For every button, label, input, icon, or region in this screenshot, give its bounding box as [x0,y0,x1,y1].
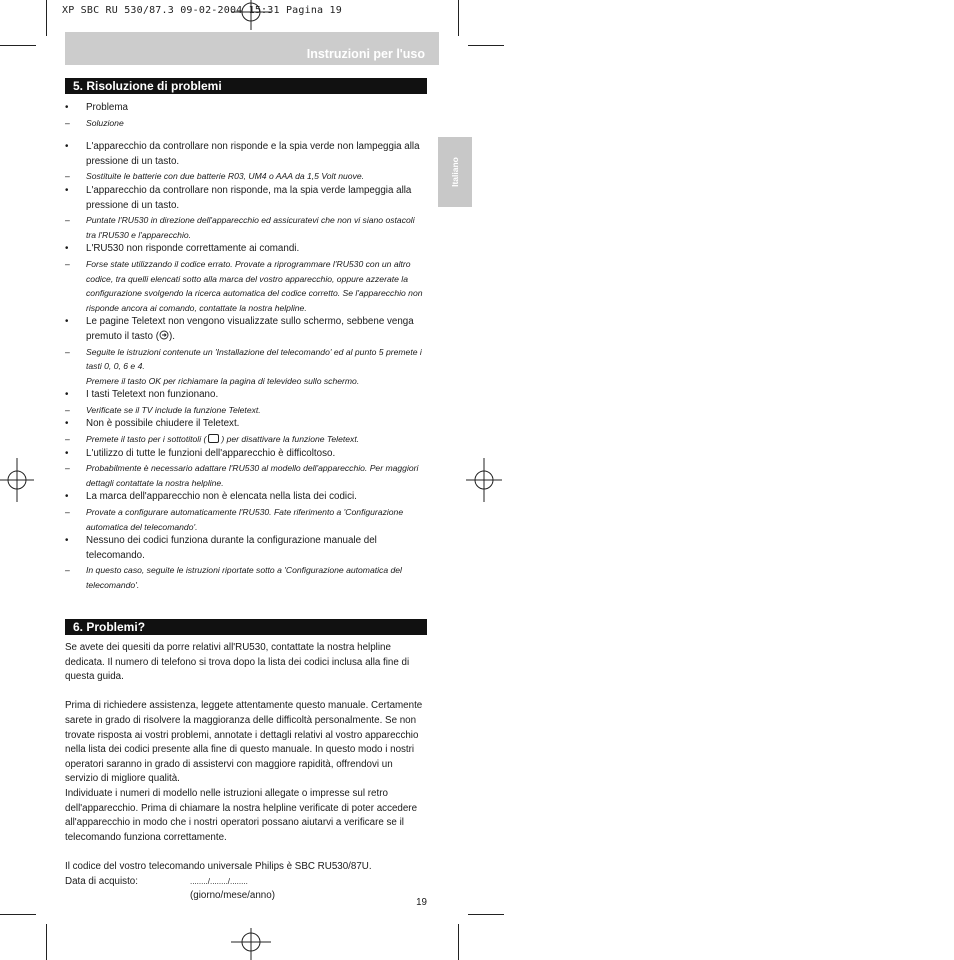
registration-mark-icon [0,458,34,502]
problem-text-end: ). [168,330,175,342]
dash-mark: – [65,171,70,182]
crop-mark [0,914,36,915]
solution-item [65,563,427,592]
paragraph: Il codice del vostro telecomando universale Philips è SBC RU530/87U. [65,860,372,872]
solution-text: Puntate l'RU530 in direzione dell'apparecchio ed assicuratevi che non vi siano ostacoli tra l'RU530 e l'apparecchio. [86,215,415,240]
language-tab-label: Italiano [450,157,460,187]
legend-problem [65,101,427,116]
solution-text: Provate a configurare automaticamente l'RU530. Fate riferimento a 'Configurazione automatica del telecomando'. [86,507,404,532]
problem-item [65,315,427,344]
registration-mark-icon [231,0,271,30]
paragraph: Prima di richiedere assistenza, leggete attentamente questo manuale. Certamente sarete in grado di risolvere la maggioranza delle difficoltà personalmente. Se non trovate risposta ai vostri problemi, annotate i dettagli relativi al vostro apparecchio nella lista dei codici presente alla fine di questo manuale. In questo modo i nostri operatori saranno in grado di assistervi con maggiore rapidità, offrendovi un servizio di migliore qualità. [65,700,423,785]
problem-text: Non è possibile chiudere il Teletext. [86,418,240,430]
teletext-key-icon [159,330,169,340]
page-header-bar [65,32,439,65]
purchase-date-row [65,875,427,890]
dash-mark: – [65,258,70,269]
bullet-mark: • [65,418,69,430]
bullet-mark: • [65,389,69,401]
dash-mark: – [65,404,70,415]
solution-item [65,505,427,534]
solution-item [65,461,427,490]
dash-mark: – [65,346,70,357]
solution-text-extra: Premere il tasto OK per richiamare la pagina di televideo sullo schermo. [86,375,360,386]
solution-item [65,403,427,418]
solution-item [65,432,427,447]
problem-text: L'utilizzo di tutte le funzioni dell'apparecchio è difficoltoso. [86,447,336,459]
problem-item [65,388,427,403]
solution-item [65,257,427,315]
crop-mark [46,0,47,36]
problem-text: La marca dell'apparecchio non è elencata nella lista dei codici. [86,491,357,503]
registration-mark-icon [466,458,502,502]
solution-text: Seguite le istruzioni contenute un 'Installazione del telecomando' ed al punto 5 premete i tasti 0, 0, 6 e 4. [86,346,422,372]
problem-text: I tasti Teletext non funzionano. [86,389,219,401]
solution-text: Premete il tasto per i sottotitoli ( [86,434,207,445]
page-header-title: Instruzioni per l'uso [306,47,425,61]
print-slug-line: XP SBC RU 530/87.3 09-02-2004 15:31 Pagina 19 [62,5,342,16]
purchase-date-blank: ......../......../........ [190,876,248,886]
crop-mark [46,924,47,960]
bullet-mark: • [65,184,69,196]
solution-text-end: ) per disattivare la funzione Teletext. [221,434,360,445]
dash-mark: – [65,434,70,445]
troubleshooting-list [65,101,427,593]
solution-item [65,169,427,184]
bullet-mark: • [65,535,69,547]
problem-item [65,184,427,213]
dash-mark: – [65,565,70,576]
dash-mark: – [65,117,70,128]
problem-item [65,242,427,257]
page-number: 19 [416,897,427,908]
crop-mark [468,45,504,46]
problem-item [65,447,427,462]
problems-section-body [65,641,427,904]
paragraph: Se avete dei quesiti da porre relativi all'RU530, contattate la nostra helpline dedicata. Il numero di telefono si trova dopo la lista dei codici inclusa alla fine di questa guida. [65,642,410,683]
registration-mark-icon [231,928,271,960]
problem-item [65,417,427,432]
bullet-mark: • [65,447,69,459]
problem-item [65,140,427,169]
crop-mark [0,45,36,46]
language-tab [438,137,472,207]
solution-item [65,213,427,242]
solution-text: Probabilmente è necessario adattare l'RU530 al modello dell'apparecchio. Per maggiori dettagli contattate la nostra helpline. [86,463,419,488]
solution-text: In questo caso, seguite le istruzioni riportate sotto a 'Configurazione automatica del telecomando'. [86,565,402,590]
problem-text: Le pagine Teletext non vengono visualizzate sullo schermo, sebbene venga premuto il tasto ( [86,316,414,342]
solution-text: Verificate se il TV include la funzione Teletext. [86,404,261,415]
problem-text: L'RU530 non risponde correttamente ai comandi. [86,243,300,255]
dash-mark: – [65,507,70,518]
dash-mark: – [65,215,70,226]
legend-solution [65,116,427,131]
dash-mark: – [65,463,70,474]
subtitle-key-icon [208,434,219,443]
legend-problem-text: Problema [86,102,128,113]
bullet-mark: • [65,491,69,503]
section-title: 6. Problemi? [73,620,146,634]
bullet-mark: • [65,141,69,153]
bullet-mark: • [65,243,69,255]
legend-solution-text: Soluzione [86,117,124,128]
problem-text: Nessuno dei codici funziona durante la configurazione manuale del telecomando. [86,535,377,561]
problem-text: L'apparecchio da controllare non risponde, ma la spia verde lampeggia alla pressione di un tasto. [86,184,412,211]
section-heading-troubleshooting [65,78,427,94]
crop-mark [458,0,459,36]
purchase-date-format: (giorno/mese/anno) [190,890,275,902]
section-title: 5. Risoluzione di problemi [73,79,222,93]
problem-item [65,490,427,505]
crop-mark [458,924,459,960]
problem-text: L'apparecchio da controllare non risponde e la spia verde non lampeggia alla pressione di un tasto. [86,141,420,167]
bullet-mark: • [65,102,69,113]
section-heading-problems [65,619,427,635]
solution-text: Forse state utilizzando il codice errato. Provate a riprogrammare l'RU530 con un altro codice, tra quelli elencati sotto alla marca del vostro apparecchio, oppure azzerate la configurazione svolgendo la ricerca automatica del codice corretto. Se l'apparecchio non risponde ancora ai comando, contattate la nostra helpline. [86,258,423,313]
purchase-date-label: Data di acquisto: [65,875,138,887]
bullet-mark: • [65,316,69,328]
solution-item [65,345,427,389]
crop-mark [468,914,504,915]
problem-item [65,534,427,563]
solution-text: Sostituite le batterie con due batterie R03, UM4 o AAA da 1,5 Volt nuove. [86,171,365,182]
paragraph: Individuate i numeri di modello nelle istruzioni allegate o impresse sul retro dell'apparecchio. Prima di chiamare la nostra helpline verificate di poter accedere all'apparecchio in modo che i nostri operatori possano aiutarvi a verificare se il telecomando funziona correttamente. [65,787,418,843]
